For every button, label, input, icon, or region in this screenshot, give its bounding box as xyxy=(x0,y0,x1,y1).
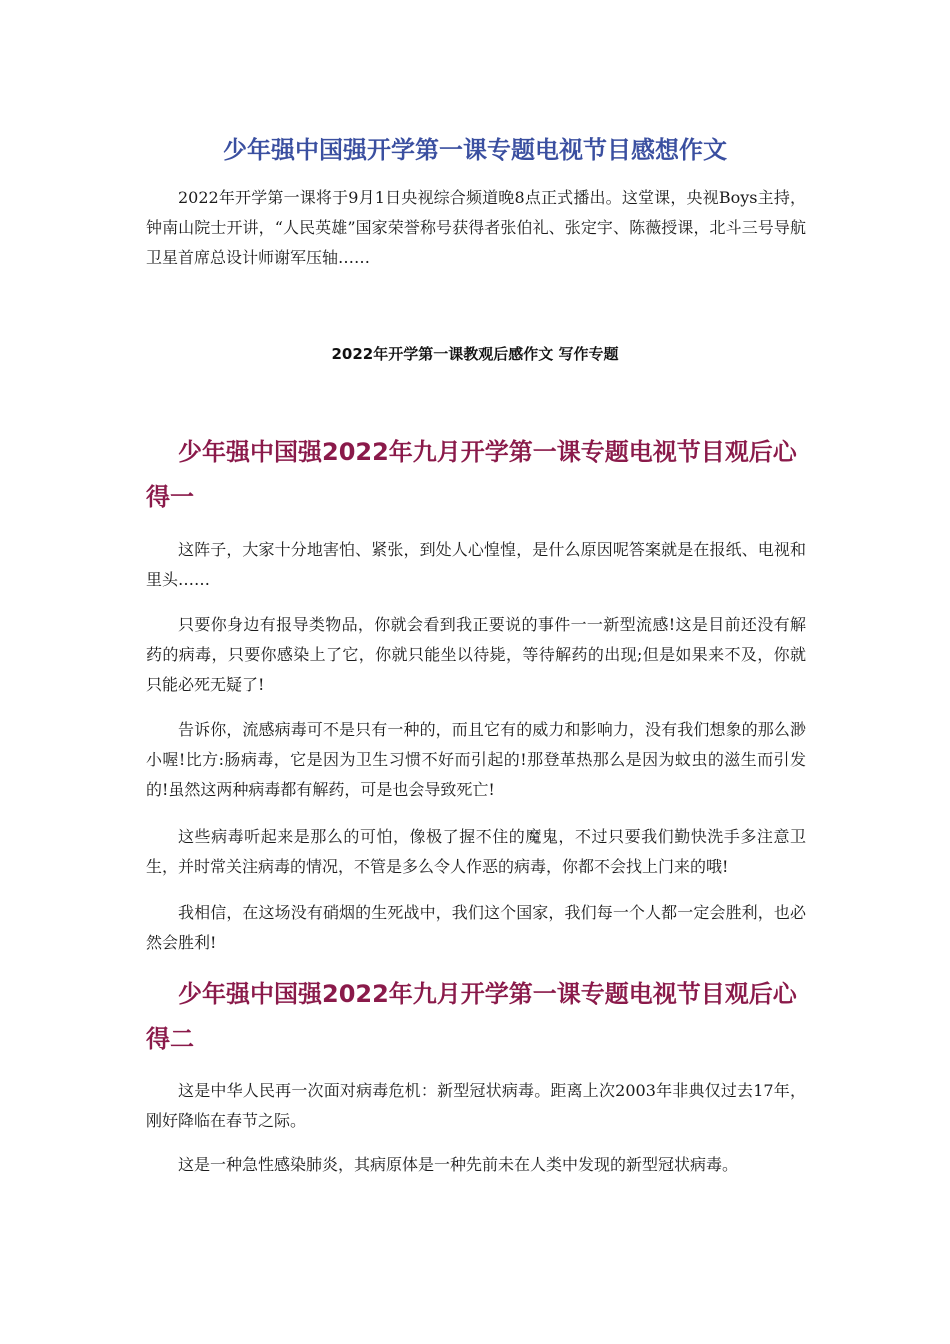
section1-paragraph-2: 只要你身边有报导类物品，你就会看到我正要说的事件一一新型流感!这是目前还没有解药的病毒，只要你感染上了它，你就只能坐以待毙，等待解药的出现;但是如果来不及，你就只能必死无疑了! xyxy=(146,615,806,694)
section2-paragraph-1: 这是中华人民再一次面对病毒危机：新型冠状病毒。距离上次2003年非典仅过去17年，刚好降临在春节之际。 xyxy=(146,1081,806,1130)
section1-paragraph-5: 我相信，在这场没有硝烟的生死战中，我们这个国家，我们每一个人都一定会胜利，也必然会胜利! xyxy=(146,903,806,952)
subtitle: 2022年开学第一课教观后感作文 写作专题 xyxy=(331,345,619,363)
page-title: 少年强中国强开学第一课专题电视节目感想作文 xyxy=(223,136,727,164)
section2-paragraph-2: 这是一种急性感染肺炎，其病原体是一种先前未在人类中发现的新型冠状病毒。 xyxy=(178,1155,739,1174)
section-heading-2: 少年强中国强2022年九月开学第一课专题电视节目观后心得二 xyxy=(146,980,797,1053)
section1-paragraph-1: 这阵子，大家十分地害怕、紧张，到处人心惶惶，是什么原因呢答案就是在报纸、电视和里头…… xyxy=(146,540,806,589)
intro-paragraph: 2022年开学第一课将于9月1日央视综合频道晚8点正式播出。这堂课，央视Boys主持，钟南山院士开讲，“人民英雄”国家荣誉称号获得者张伯礼、张定宇、陈薇授课，北斗三号导航卫星首席总设计师谢军压轴…… xyxy=(146,188,806,267)
section1-paragraph-4: 这些病毒听起来是那么的可怕，像极了握不住的魔鬼，不过只要我们勤快洗手多注意卫生，并时常关注病毒的情况，不管是多么令人作恶的病毒，你都不会找上门来的哦! xyxy=(146,827,806,876)
section1-paragraph-3: 告诉你，流感病毒可不是只有一种的，而且它有的威力和影响力，没有我们想象的那么渺小喔!比方:肠病毒，它是因为卫生习惯不好而引起的!那登革热那么是因为蚊虫的滋生而引发的!虽然这两种病毒都有解药，可是也会导致死亡! xyxy=(146,720,806,799)
section-heading-1: 少年强中国强2022年九月开学第一课专题电视节目观后心得一 xyxy=(146,438,797,511)
